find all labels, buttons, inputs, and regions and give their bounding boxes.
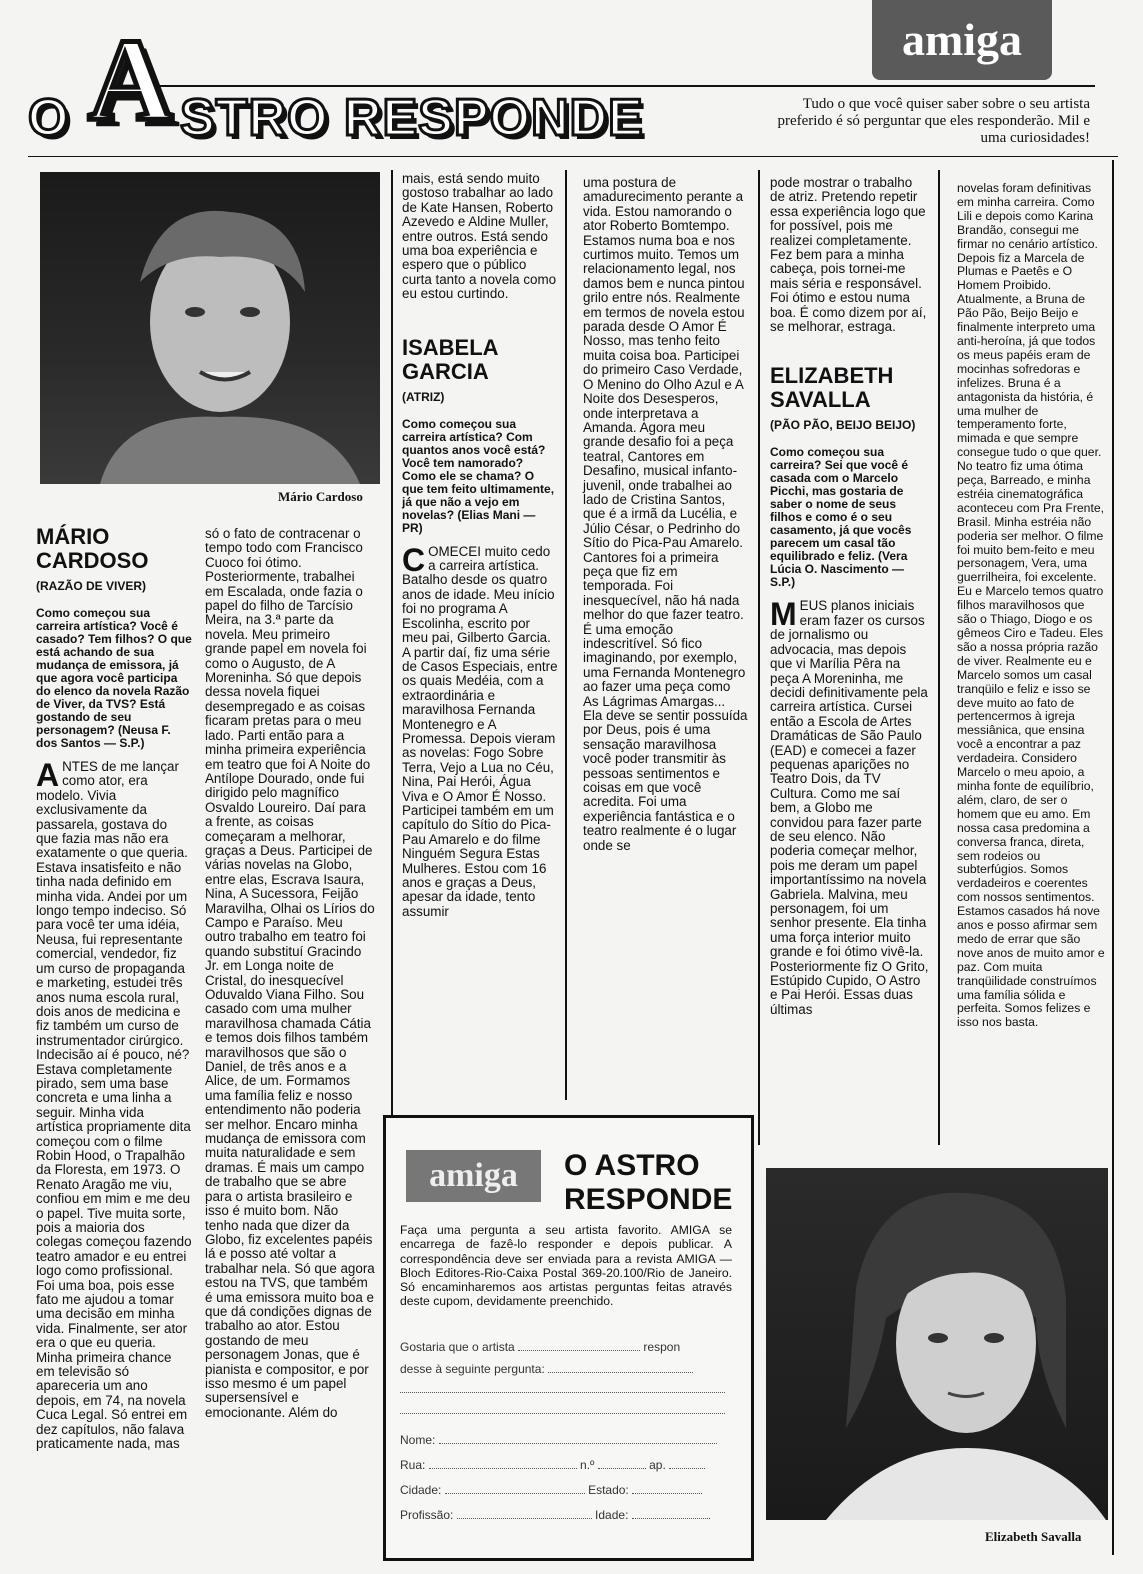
- masthead-big-a: A: [88, 14, 174, 145]
- col-divider-2: [565, 170, 567, 1100]
- mario-photo-caption: Mário Cardoso: [278, 489, 363, 504]
- isabela-answer-1: COMECEI muito cedo a carreira artística. Batalho desde os quatro anos de idade. Meu início foi no programa A Escolinha, escrito por meu pai, Gilberto Garcia. A partir daí, fiz uma série de Casos Especiais, entre os quais Medéia, com a extraordinária e maravilhosa Fernanda Montenegro e A Promessa. Depois vieram as novelas: Fogo Sobre Terra, Vejo a Lua no Céu, Nina, Pai Herói, Água Viva e O Amor É Nosso. Participei também em um capítulo do Sítio do Pica-Pau Amarelo e do filme Ninguém Segura Estas Mulheres. Estou com 16 anos e graças a Deus, apesar da idade, tento assumir: [402, 541, 558, 919]
- column-1: [36, 525, 192, 1452]
- mario-cardoso-photo: [40, 172, 380, 484]
- top-rule: [160, 85, 1095, 87]
- coupon-profissao-field[interactable]: Profissão: Idade:: [400, 1508, 710, 1522]
- masthead-o: O: [28, 89, 70, 147]
- elizabeth-savalla-photo: [766, 1168, 1108, 1520]
- coupon-amiga-logo: amiga: [406, 1150, 541, 1202]
- coupon-line-artist: Gostaria que o artista respon: [400, 1340, 681, 1354]
- coupon-rua-field[interactable]: Rua: n.º ap.: [400, 1458, 705, 1472]
- mario-name: MÁRIO CARDOSO: [36, 524, 149, 573]
- elizabeth-show: (PÃO PÃO, BEIJO BEIJO): [770, 418, 916, 433]
- header-tagline: Tudo o que você quiser saber sobre o seu artista preferido é só perguntar que eles responderão. Mil e uma curiosidades!: [777, 96, 1090, 146]
- elizabeth-answer-1: MEUS planos iniciais eram fazer os cursos de jornalismo ou advocacia, mas depois que vi Marília Pêra na peça A Moreninha, me decidi definitivamente pela carreira artística. Cursei então a Escola de Artes Dramáticas de São Paulo (EAD) e comecei a fazer pequenas aparições no Teatro Dois, da TV Cultura. Como me saí bem, a Globo me convidou para fazer parte de seu elenco. Não poderia começar melhor, pois me deram um papel importantíssimo na novela Gabriela. Malvina, meu personagem, foi um senhor presente. Ela tinha uma força interior muito grande e foi ótimo vivê-la. Posteriormente fiz O Grito, Estúpido Cupido, O Astro e Pai Herói. Essas duas últimas: [770, 596, 929, 1017]
- coupon-nome-field[interactable]: Nome:: [400, 1433, 717, 1447]
- column-3: [402, 172, 558, 919]
- dropcap-m: M: [770, 596, 797, 633]
- col-divider-4: [938, 170, 940, 1145]
- col-divider-3: [758, 170, 760, 1145]
- isabela-question: Como começou sua carreira artística? Com quantos anos você está? Você tem namorado? Como ele se chama? O que tem feito ultimamente, já que não a vejo em novelas? (Elias Mani — PR): [402, 416, 555, 535]
- col-divider-1: [391, 170, 393, 1120]
- coupon-cidade-field[interactable]: Cidade: Estado:: [400, 1483, 702, 1497]
- right-border: [1112, 160, 1114, 1555]
- isabela-role: (ATRIZ): [402, 389, 445, 404]
- mario-answer-2: só o fato de contracenar o tempo todo com Francisco Cuoco foi ótimo. Posteriormente, trabalhei em Escalada, onde fazia o papel do filho de Tarcísio Meira, na 3.ª parte da novela. Meu primeiro grande papel em novela foi como o Augusto, de A Moreninha. Só que depois dessa novela fiquei desempregado e as coisas ficaram pretas para o meu lado. Parti então para a minha primeira experiência em teatro que foi A Noite do Antílope Dourado, onde fui dirigido pelo magnífico Osvaldo Loureiro. Daí para a frente, as coisas começaram a melhorar, graças a Deus. Participei de várias novelas na Globo, entre elas, Escrava Isaura, Nina, A Sucessora, Feijão Maravilha, Olhai os Lírios do Campo e Paraíso. Meu outro trabalho em teatro foi quando substituí Gracindo Jr. em Longa noite de Cristal, do inesquecível Oduvaldo Viana Filho. Sou casado com uma mulher maravilhosa chamada Cátia e temos dois filhos também maravilhosos que são o Daniel, de três anos e a Alice, de um. Formamos uma família feliz e nosso entendimento não poderia ser melhor. Encaro minha mudança de emissora com muita naturalidade e sem dramas. É mais um campo de trabalho que se abre para o artista brasileiro e isso é muito bom. Não tenho nada que dizer da Globo, fiz excelentes papéis lá e posso até voltar a trabalhar nela. Só que agora estou na TVS, que também é uma emissora muito boa e que dá condições dignas de trabalho ao ator. Estou gostando de meu personagem Jonas, que é pianista e compositor, e por isso mesmo é um papel supersensível e emocionante. Além do: [205, 526, 375, 1420]
- mario-answer-1: ANTES de me lançar como ator, era modelo. Vivia exclusivamente da passarela, gostava do que fazia mas não era exatamente o que queria. Estava insatisfeito e não tinha nada definido em minha vida. Andei por um longo tempo indeciso. Só para você ter uma idéia, Neusa, fui representante comercial, vendedor, fiz um curso de propaganda e marketing, estudei três anos numa escola rural, dois anos de medicina e fiz também um curso de instrumentador cirúrgico. Indecisão aí é pouco, né? Estava completamente pirado, sem uma base concreta e uma linha a seguir. Minha vida artística propriamente dita começou com o filme Robin Hood, o Trapalhão da Floresta, em 1973. O Renato Aragão me viu, confiou em mim e me deu o papel. Tive muita sorte, pois a maioria dos colegas começou fazendo teatro amador e eu entrei logo como profissional. Foi uma boa, pois esse fato me ajudou a tomar uma decisão em minha vida. Finalmente, ser ator era o que eu queria. Minha primeira chance em televisão só apareceria um ano depois, em 74, na novela Cuca Legal. Só entrei em dez capítulos, não falava praticamente nada, mas: [36, 757, 192, 1452]
- column-4: [583, 176, 748, 853]
- header-bottom-rule: [28, 156, 1118, 157]
- dropcap-c: C: [402, 541, 426, 578]
- elizabeth-name: ELIZABETH SAVALLA: [770, 363, 894, 413]
- question-coupon: [383, 1115, 754, 1561]
- coupon-instructions: Faça uma pergunta a seu artista favorito. AMIGA se encarrega de fazê-lo responder e depois publicar. A correspondência deve ser enviada para a revista AMIGA — Bloch Editores-Rio-Caixa Postal 369-20.100/Rio de Janeiro. Só encaminharemos aos artistas perguntas feitas através deste cupom, devidamente preenchido.: [400, 1223, 732, 1309]
- mario-question: Como começou sua carreira artística? Você é casado? Tem filhos? O que está achando de sua mudança de emissora, já que agora você participa do elenco da novela Razão de Viver, da TVS? Está gostando de seu personagem? (Neusa F. dos Santos — S.P.): [36, 606, 192, 750]
- mario-show: (RAZÃO DE VIVER): [36, 579, 147, 593]
- column-5: [770, 176, 930, 1017]
- column-6: [957, 182, 1107, 1030]
- coupon-blank-1[interactable]: [400, 1382, 725, 1396]
- elizabeth-question: Como começou sua carreira? Sei que você é casada com o Marcelo Picchi, mas gostaria de saber o nome de seus filhos e como é o seu casamento, já que vocês parecem um casal tão equilibrado e feliz. (Vera Lúcia O. Nascimento — S.P.): [770, 445, 912, 590]
- coupon-line-question: desse à seguinte pergunta:: [400, 1362, 730, 1376]
- coupon-blank-2[interactable]: [400, 1403, 725, 1417]
- mario-answer-3: mais, está sendo muito gostoso trabalhar ao lado de Kate Hansen, Roberto Azevedo e Aldine Muller, entre outros. Está sendo uma boa experiência e espero que o público curta tanto a novela como eu estou curtindo.: [402, 171, 557, 302]
- amiga-logo: amiga: [872, 0, 1052, 80]
- masthead-title: STRO RESPONDE: [180, 89, 644, 147]
- elizabeth-answer-2: novelas foram definitivas em minha carreira. Como Lili e depois como Karina Brandão, consegui me firmar no cenário artístico. Depois fiz a Marcela de Plumas e Paetês e O Homem Proibido. Atualmente, a Bruna de Pão Pão, Beijo Beijo e finalmente interpreto uma anti-heroína, já que todos os meus papéis eram de mocinhas sofredoras e infelizes. Bruna é a antagonista da história, é uma mulher de temperamento forte, mimada e que sempre consegue tudo o que quer. No teatro fiz uma ótima peça, Barreado, e minha estréia cinematográfica aconteceu com Pra Frente, Brasil. Minha estréia não poderia ser melhor. O filme foi muito bem-feito e meu personagem, Vera, uma guerrilheira, foi excelente. Eu e Marcelo temos quatro filhos maravilhosos que são o Thiago, Diogo e os gêmeos Ciro e Tadeu. Eles são a nossa própria razão de viver. Realmente eu e Marcelo somos um casal tranqüilo e feliz e isso se deve muito ao fato de pertencermos à igreja messiânica, que ensina você a encontrar a paz verdadeira. Considero Marcelo o meu apoio, a minha fonte de equilíbrio, além, claro, de ser o homem que eu amo. Em nossa casa predomina a conversa franca, direta, sem rodeios ou subterfúgios. Somos verdadeiros e coerentes com nossos sentimentos. Estamos casados há nove anos e posso afirmar sem medo de errar que são nove anos de muito amor e paz. Com muita tranqüilidade construímos uma família sólida e perfeita. Somos felizes e isso nos basta.: [957, 181, 1105, 1030]
- elizabeth-photo-caption: Elizabeth Savalla: [985, 1529, 1082, 1544]
- isabela-name: ISABELA GARCIA: [402, 334, 498, 384]
- column-2: [205, 527, 375, 1420]
- isabela-answer-3: pode mostrar o trabalho de atriz. Pretendo repetir essa experiência logo que for possível, pois me realizei completamente. Fez bem para a minha cabeça, pois tornei-me mais séria e responsável. Foi ótimo e estou numa boa. É como dizem por aí, se melhorar, estraga.: [770, 175, 927, 335]
- isabela-answer-2: uma postura de amadurecimento perante a vida. Estou namorando o ator Roberto Bomtempo. Estamos numa boa e nos curtimos muito. Temos um relacionamento legal, nos damos bem e nunca pintou grilo entre nós. Realmente em termos de novela estou parada desde O Amor É Nosso, mas tenho feito muita coisa boa. Participei do primeiro Caso Verdade, O Menino do Olho Azul e A Noite dos Desesperos, onde interpretava a Amanda. Agora meu grande desafio foi a peça teatral, Cantores em Desafino, musical infanto-juvenil, onde trabalhei ao lado de Cristina Santos, que é a irmã da Lucélia, e Júlio César, o Pedrinho do Sítio do Pica-Pau Amarelo. Cantores foi a primeira peça que fiz em temporada. Foi inesquecível, não há nada melhor do que fazer teatro. É uma emoção indescritível. Só fico imaginando, por exemplo, uma Fernanda Montenegro ao fazer uma peça como As Lágrimas Amargas... Ela deve se sentir possuída por Deus, pois é uma sensação maravilhosa você poder transmitir às pessoas sentimentos e coisas em que você acredita. Foi uma experiência fantástica e o teatro realmente é o lugar onde se: [583, 175, 748, 853]
- dropcap-a: A: [36, 757, 60, 793]
- coupon-title-1: O ASTRO: [564, 1149, 700, 1182]
- coupon-title-2: RESPONDE: [564, 1183, 733, 1216]
